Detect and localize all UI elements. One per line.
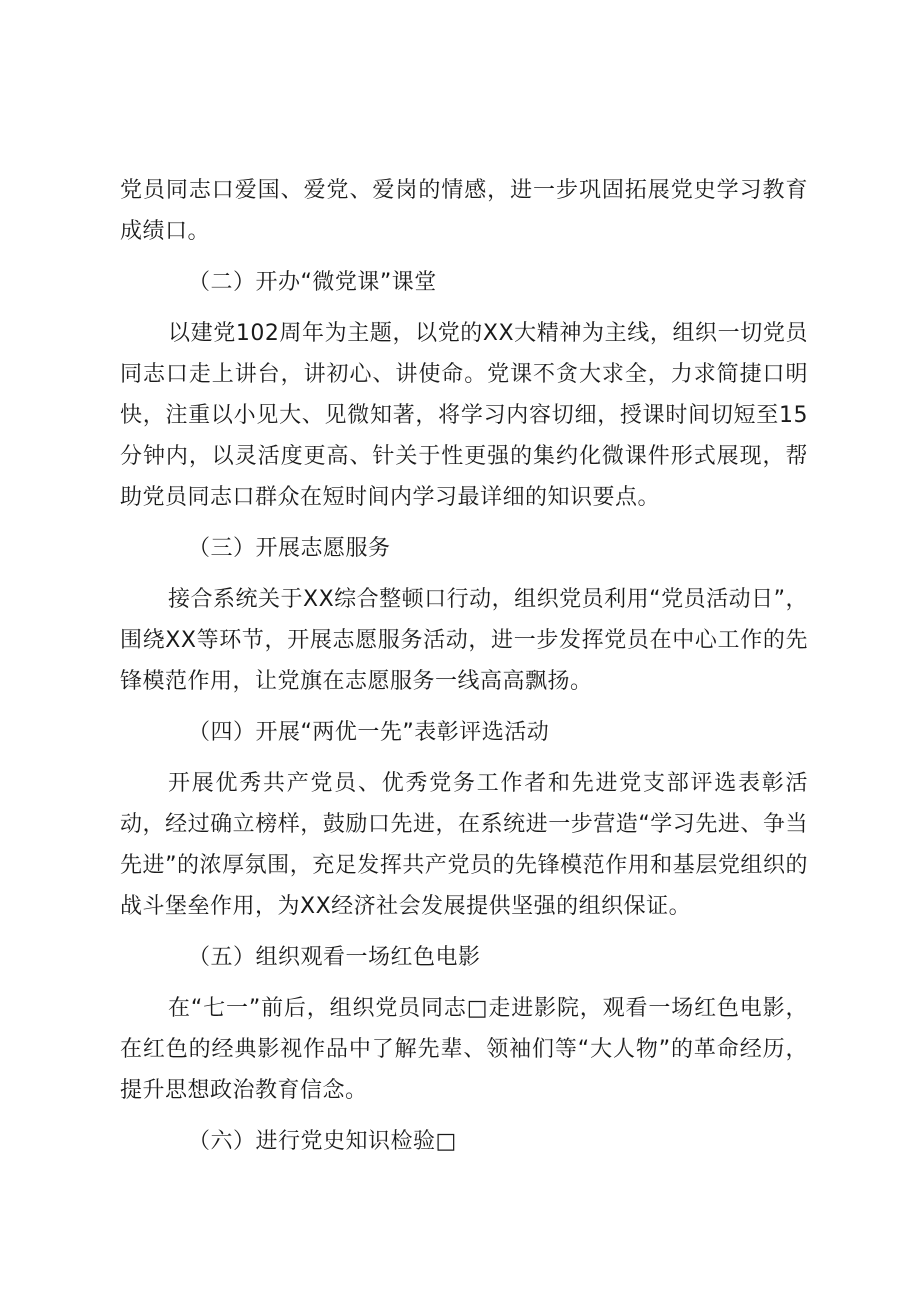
section-body-5: 在“七一”前后，组织党员同志□走进影院，观看一场红色电影，在红色的经典影视作品中了解先辈、领袖们等“大人物”的革命经历，提升思想政治教育信念。 xyxy=(120,996,808,1103)
intro-paragraph: 党员同志口爱国、爱党、爱岗的情感，进一步巩固拓展党史学习教育成绩口。 xyxy=(120,178,808,244)
section-heading-2: （二）开办“微党课”课堂 xyxy=(188,270,437,295)
section-heading-6: （六）进行党史知识检验□ xyxy=(188,1129,457,1154)
document-body xyxy=(120,170,808,1162)
section-heading-3: （三）开展志愿服务 xyxy=(188,536,391,561)
section-body-4: 开展优秀共产党员、优秀党务工作者和先进党支部评选表彰活动，经过确立榜样，鼓励口先进，在系统进一步营造“学习先进、争当先进”的浓厚氛围，充足发挥共产党员的先锋模范作用和基层党组织的战斗堡垒作用，为XX经济社会发展提供坚强的组织保证。 xyxy=(120,771,808,919)
section-body-3: 接合系统关于XX综合整顿口行动，组织党员利用“党员活动日”，围绕XX等环节，开展志愿服务活动，进一步发挥党员在中心工作的先锋模范作用，让党旗在志愿服务一线高高飘扬。 xyxy=(120,587,808,694)
section-body-2: 以建党102周年为主题，以党的XX大精神为主线，组织一切党员同志口走上讲台，讲初心、讲使命。党课不贪大求全，力求简捷口明快，注重以小见大、见微知著，将学习内容切细，授课时间切短至15分钟内，以灵活度更高、针关于性更强的集约化微课件形式展现，帮助党员同志口群众在短时间内学习最详细的知识要点。 xyxy=(120,321,808,510)
section-heading-4: （四）开展“两优一先”表彰评选活动 xyxy=(188,720,550,745)
section-heading-5: （五）组织观看一场红色电影 xyxy=(188,945,481,970)
